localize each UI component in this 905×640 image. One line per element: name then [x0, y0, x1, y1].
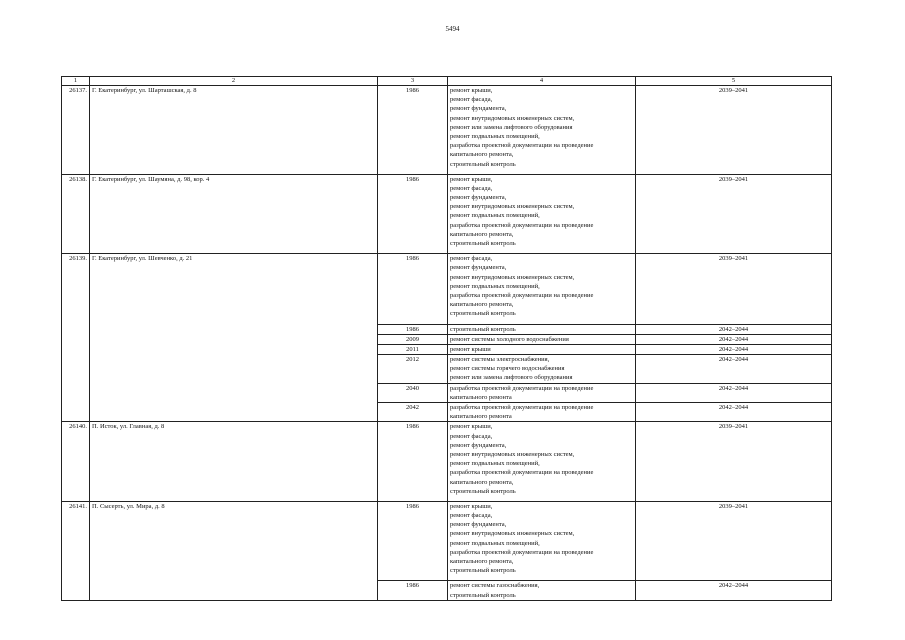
work-item: ремонт системы холодного водоснабжения: [450, 335, 569, 343]
row-period: 2042–2044: [636, 581, 832, 600]
work-item: ремонт подвальных помещений,: [450, 212, 540, 220]
row-period: 2039–2041: [636, 174, 832, 254]
row-year: 2012: [378, 355, 448, 384]
row-year: 1986: [378, 581, 448, 600]
row-period: 2042–2044: [636, 403, 832, 422]
row-address: Г. Екатеринбург, ул. Шевченко, д. 21: [90, 254, 378, 422]
work-item: строительный контроль: [450, 160, 516, 168]
header-cell-2: 2: [90, 77, 378, 86]
table-row: [62, 174, 832, 254]
work-item: разработка проектной документации на проведение: [450, 469, 594, 477]
header-cell-4: 4: [448, 77, 636, 86]
work-item: ремонт фундамента,: [450, 441, 507, 449]
row-works: [448, 403, 636, 422]
row-works: [448, 334, 636, 344]
row-works: [448, 501, 636, 581]
work-item: разработка проектной документации на проведение: [450, 291, 594, 299]
work-item: разработка проектной документации на проведение: [450, 142, 594, 150]
work-item: ремонт фундамента,: [450, 105, 507, 113]
row-address: П. Исток, ул. Главная, д. 8: [90, 422, 378, 502]
work-item: ремонт или замена лифтового оборудования: [450, 123, 573, 131]
row-works: [448, 324, 636, 334]
row-period: 2042–2044: [636, 344, 832, 354]
row-number: 26140.: [62, 422, 90, 502]
work-item: строительный контроль: [450, 591, 516, 599]
work-item: ремонт системы горячего водоснабжения: [450, 365, 565, 373]
work-item: капитального ремонта: [450, 393, 512, 401]
work-item: ремонт внутридомовых инженерных систем,: [450, 450, 575, 458]
work-item: ремонт фасада,: [450, 512, 493, 520]
header-cell-5: 5: [636, 77, 832, 86]
work-item: строительный контроль: [450, 567, 516, 575]
work-item: ремонт внутридомовых инженерных систем,: [450, 114, 575, 122]
work-item: капитального ремонта,: [450, 301, 514, 309]
work-item: ремонт фундамента,: [450, 521, 507, 529]
work-item: ремонт подвальных помещений,: [450, 282, 540, 290]
row-year: 2042: [378, 403, 448, 422]
work-item: ремонт фундамента,: [450, 264, 507, 272]
work-item: капитального ремонта,: [450, 478, 514, 486]
row-works: [448, 581, 636, 600]
row-works: [448, 174, 636, 254]
row-works: [448, 344, 636, 354]
work-item: ремонт фасада,: [450, 184, 493, 192]
work-item: строительный контроль: [450, 240, 516, 247]
row-period: 2039–2041: [636, 422, 832, 502]
work-item: ремонт или замена лифтового оборудования: [450, 374, 573, 382]
row-year: 1986: [378, 174, 448, 254]
work-item: ремонт крыши: [450, 345, 491, 353]
work-item: капитального ремонта,: [450, 151, 514, 159]
row-year: 1986: [378, 324, 448, 334]
header-cell-1: 1: [62, 77, 90, 86]
work-item: капитального ремонта: [450, 413, 512, 421]
row-year: 2040: [378, 383, 448, 402]
row-address: П. Сысерть, ул. Мира, д. 8: [90, 501, 378, 600]
row-period: 2042–2044: [636, 334, 832, 344]
row-works: [448, 254, 636, 324]
page-number: 5494: [445, 25, 460, 33]
row-number: 26141.: [62, 501, 90, 600]
table-row: [62, 86, 832, 175]
work-item: ремонт подвальных помещений,: [450, 539, 540, 547]
row-year: 2009: [378, 334, 448, 344]
work-item: ремонт подвальных помещений,: [450, 132, 540, 140]
repair-schedule-table: [61, 76, 832, 601]
work-item: разработка проектной документации на проведение: [450, 384, 594, 392]
work-item: ремонт фасада,: [450, 255, 493, 263]
row-period: 2039–2041: [636, 86, 832, 175]
table-row: [62, 501, 832, 581]
work-item: ремонт крыши,: [450, 502, 493, 510]
row-number: 26138.: [62, 174, 90, 254]
work-item: разработка проектной документации на проведение: [450, 404, 594, 412]
row-period: 2039–2041: [636, 254, 832, 324]
row-year: 1986: [378, 422, 448, 502]
work-item: ремонт фундамента,: [450, 194, 507, 202]
table-row: [62, 422, 832, 502]
work-item: ремонт системы газоснабжения,: [450, 582, 540, 590]
row-year: 2011: [378, 344, 448, 354]
work-item: ремонт внутридомовых инженерных систем,: [450, 530, 575, 538]
header-row: [62, 77, 832, 86]
row-year: 1986: [378, 254, 448, 324]
row-address: Г. Екатеринбург, ул. Шарташская, д. 8: [90, 86, 378, 175]
row-period: 2039–2041: [636, 501, 832, 581]
table-body: [62, 77, 832, 601]
table-row: [62, 254, 832, 324]
work-item: разработка проектной документации на проведение: [450, 221, 594, 229]
work-item: ремонт фасада,: [450, 432, 493, 440]
work-item: разработка проектной документации на проведение: [450, 548, 594, 556]
work-item: ремонт внутридомовых инженерных систем,: [450, 273, 575, 281]
work-item: ремонт крыши,: [450, 87, 493, 94]
work-item: ремонт подвальных помещений,: [450, 460, 540, 468]
work-item: ремонт внутридомовых инженерных систем,: [450, 203, 575, 211]
work-item: строительный контроль: [450, 310, 516, 318]
row-number: 26137.: [62, 86, 90, 175]
header-cell-3: 3: [378, 77, 448, 86]
work-item: ремонт крыши,: [450, 175, 493, 183]
work-item: строительный контроль: [450, 487, 516, 495]
work-item: ремонт крыши,: [450, 423, 493, 431]
row-period: 2042–2044: [636, 383, 832, 402]
row-works: [448, 383, 636, 402]
row-period: 2042–2044: [636, 355, 832, 384]
row-works: [448, 86, 636, 175]
row-year: 1986: [378, 501, 448, 581]
work-item: строительный контроль: [450, 325, 516, 333]
work-item: капитального ремонта,: [450, 558, 514, 566]
row-year: 1986: [378, 86, 448, 175]
work-item: капитального ремонта,: [450, 230, 514, 238]
row-works: [448, 355, 636, 384]
row-address: Г. Екатеринбург, ул. Шаумяна, д. 98, кор. 4: [90, 174, 378, 254]
row-works: [448, 422, 636, 502]
work-item: ремонт системы электроснабжения,: [450, 356, 550, 364]
row-period: 2042–2044: [636, 324, 832, 334]
work-item: ремонт фасада,: [450, 96, 493, 104]
row-number: 26139.: [62, 254, 90, 422]
